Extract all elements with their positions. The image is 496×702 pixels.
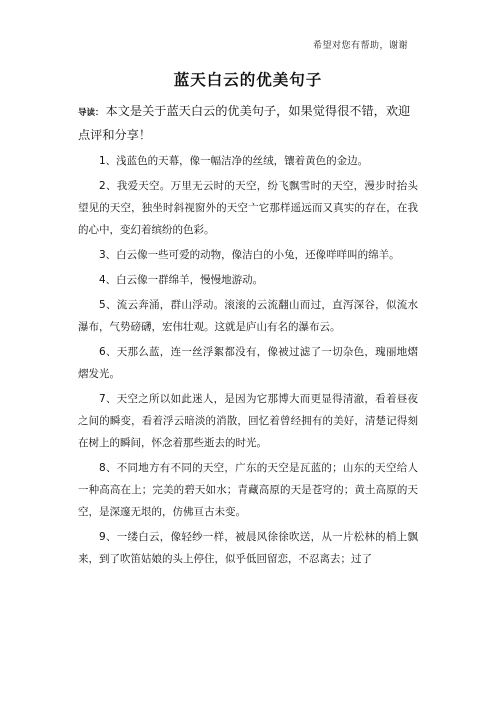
sentence-paragraph-7: 7、天空之所以如此迷人，是因为它那博大而更显得清澈，看着昼夜之间的瞬变，看着浮云暗淡的消散，回忆着曾经拥有的美好，清楚记得刻在树上的瞬间，怀念着那些逝去的时光。 bbox=[78, 393, 418, 449]
intro-text: 本文是关于蓝天白云的优美句子，如果觉得很不错，欢迎点评和分享！ bbox=[78, 104, 411, 142]
sentence-paragraph-9: 9、一缕白云，像轻纱一样，被晨风徐徐吹送，从一片松林的梢上飘来，到了吹笛姑娘的头上停住，似乎低回留恋，不忍离去；过了 bbox=[78, 531, 418, 565]
sentence-paragraph-8: 8、不同地方有不同的天空，广东的天空是瓦蓝的；山东的天空给人一种高高在上；完美的碧天如水；青藏高原的天是苍穹的；黄土高原的天空，是深邃无垠的，仿佛亘古未变。 bbox=[78, 462, 418, 518]
sentence-paragraph-5: 5、流云奔涌，群山浮动。滚滚的云流翻山而过，直泻深谷，似流水瀑布，气势磅礴，宏伟壮观。这就是庐山有名的瀑布云。 bbox=[78, 299, 418, 333]
sentence-paragraph-3: 3、白云像一些可爱的动物，像洁白的小兔，还像咩咩叫的绵羊。 bbox=[99, 249, 400, 261]
document-body bbox=[78, 100, 418, 573]
intro-paragraph bbox=[78, 100, 418, 146]
sentence-paragraph-1: 1、浅蓝色的天幕，像一幅洁净的丝绒，镶着黄色的金边。 bbox=[99, 155, 369, 167]
sentence-paragraph-6: 6、天那么蓝，连一丝浮絮都没有，像被过滤了一切杂色，瑰丽地熠熠发光。 bbox=[78, 346, 418, 380]
sentence-paragraph-4: 4、白云像一群绵羊，慢慢地游动。 bbox=[99, 274, 264, 286]
sentence-paragraph-2: 2、我爱天空。万里无云时的天空，纷飞飘雪时的天空，漫步时抬头望见的天空，独坐时斜视窗外的天空亠它那样遥远而又真实的存在，在我的心中，变幻着缤纷的色彩。 bbox=[78, 180, 418, 236]
header-note: 希望对您有帮助，谢谢 bbox=[312, 41, 408, 51]
intro-lead: 导读： bbox=[78, 108, 104, 118]
document-title: 蓝天白云的优美句子 bbox=[173, 71, 323, 89]
